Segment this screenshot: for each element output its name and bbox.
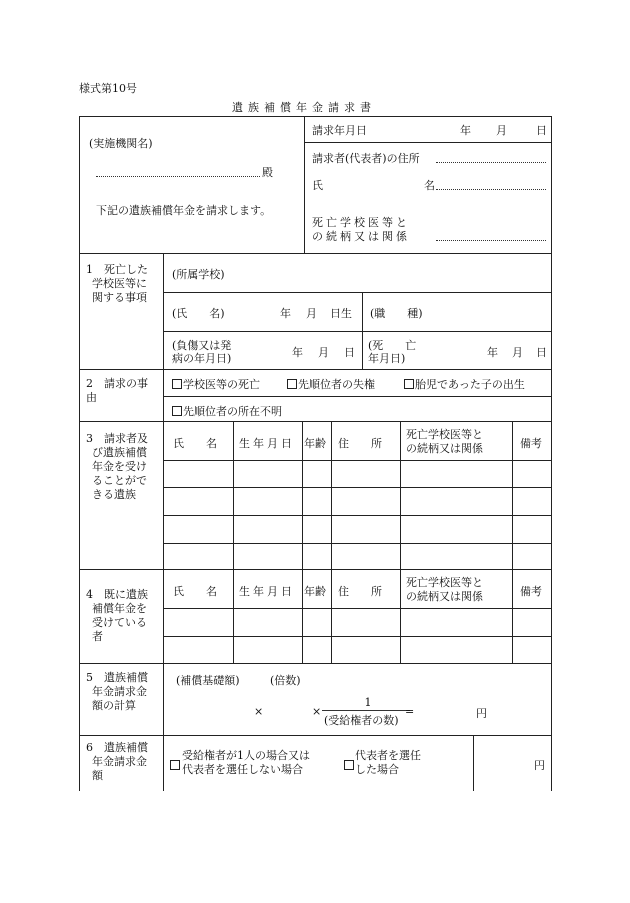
col-remarks-header: 備考 [520,585,542,598]
address-label: 請求者(代表者)の住所 [312,152,420,165]
col-birth-header: 生年月日 [239,437,295,450]
relation-field[interactable] [436,240,546,241]
reason-option-forfeit[interactable]: 先順位者の失権 [287,376,375,392]
fraction-denominator: (受給権者の数) [324,714,399,727]
school-label: (所属学校) [172,268,225,281]
col-birth-header: 生年月日 [239,585,295,598]
address-field[interactable] [436,162,546,163]
reason-option-death[interactable]: 学校医等の死亡 [172,376,260,392]
request-date-label: 請求年月日 [312,124,367,137]
death-label-1: (死 亡 [368,339,417,352]
fraction-bar [322,710,410,711]
relation-label-1: 死亡学校医等と [312,216,410,229]
birth-month-label: 月 [306,307,317,320]
agency-name-field[interactable] [96,176,260,177]
death-year-label: 年 [487,346,498,359]
calc-yen-label: 円 [476,707,487,720]
injury-label-2: 病の年月日) [172,352,232,365]
col-relation-header: 死亡学校医等と の続柄又は関係 [406,428,483,455]
job-label: (職 種) [370,307,423,320]
death-day-label: 日 [536,346,547,359]
col-age-header: 年齢 [304,437,326,450]
option-single-recipient: 受給権者が1人の場合又は 代表者を選任しない場合 [182,749,310,776]
option-representative: 代表者を選任 した場合 [355,749,421,776]
date-day-label: 日 [536,124,547,137]
checkbox-icon[interactable] [172,406,182,416]
fraction-numerator: 1 [364,696,372,709]
form-title: 遺族補償年金請求書 [232,101,376,114]
checkbox-icon[interactable] [170,760,180,770]
col-name-header: 氏 名 [173,437,217,450]
deceased-name-label: (氏 名) [172,307,225,320]
checkbox-icon[interactable] [344,760,354,770]
name-label-1: 氏 [312,179,323,192]
name-label-2: 名 [424,179,435,192]
birth-year-label: 年 [280,307,291,320]
relation-label-2: の続柄又は関係 [312,230,410,243]
reason-option-unknown[interactable]: 先順位者の所在不明 [172,403,282,419]
dono-label: 殿 [262,166,273,179]
section5-label: 5 遺族補償 年金請求金 額の計算 [86,671,148,712]
section3-label: 3 請求者及 び遺族補償 年金を受け ることがで きる遺族 [86,432,148,501]
death-label-2: 年月日) [368,352,406,365]
amount-yen-label: 円 [534,759,545,772]
checkbox-icon[interactable] [287,379,297,389]
name-field[interactable] [436,189,546,190]
multiplier-label: (倍数) [270,674,301,687]
times-sign-2: × [312,705,322,718]
injury-year-label: 年 [292,346,303,359]
col-address-header: 住 所 [338,437,382,450]
checkbox-icon[interactable] [172,379,182,389]
birth-day-label: 日生 [330,307,352,320]
section2-label: 2 請求の事 由 [86,377,148,404]
form-number: 様式第10号 [79,82,137,95]
checkbox-icon[interactable] [404,379,414,389]
base-amount-label: (補償基礎額) [176,674,240,687]
col-relation-header: 死亡学校医等と の続柄又は関係 [406,576,483,603]
equals-sign: = [405,705,415,718]
date-year-label: 年 [460,124,471,137]
col-remarks-header: 備考 [520,437,542,450]
col-age-header: 年齢 [304,585,326,598]
death-month-label: 月 [512,346,523,359]
section4-label: 4 既に遺族 補償年金を 受けている 者 [86,588,148,643]
date-month-label: 月 [496,124,507,137]
injury-day-label: 日 [344,346,355,359]
reason-option-birth[interactable]: 胎児であった子の出生 [404,376,525,392]
times-sign-1: × [254,705,264,718]
agency-label: (実施機関名) [89,137,153,150]
section1-label: 1 死亡した 学校医等に 関する事項 [86,263,148,304]
injury-month-label: 月 [318,346,329,359]
request-text: 下記の遺族補償年金を請求します。 [96,204,272,217]
section6-label: 6 遺族補償 年金請求金 額 [86,741,148,782]
col-name-header: 氏 名 [173,585,217,598]
col-address-header: 住 所 [338,585,382,598]
injury-label-1: (負傷又は発 [172,339,232,352]
